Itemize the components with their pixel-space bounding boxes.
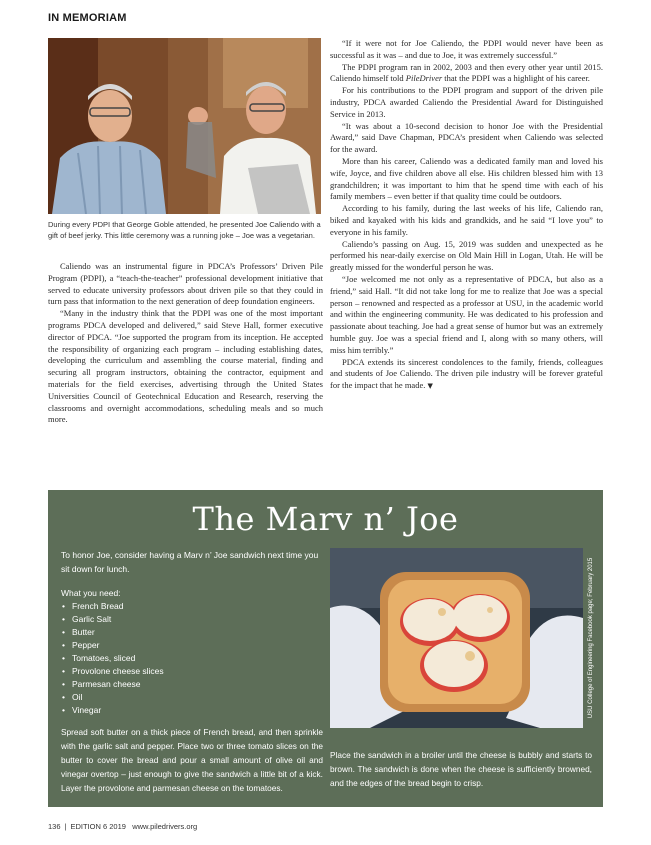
article-right-column (330, 38, 603, 393)
end-mark-icon: ▼ (427, 382, 433, 391)
article-paragraph: “Many in the industry think that the PDPI was one of the most important programs PDCA developed and delivered,” said Steve Hall, former executive director of PDCA. “Joe supported the program from its inception. He accepted the responsibility of organizing each program – including establishing dates, developing the curriculum and assembling the course material, finding and securing all program instructors, obtaining the contractor, equipment and materials for the field exercises, advertising through the United States Universities Council of Geotechnical Education and Research, reserving the classrooms and overnight accommodations, scheduling meals and so much more. (48, 308, 323, 425)
ingredient-list (61, 600, 164, 717)
magazine-name: PileDriver (405, 73, 443, 84)
recipe-final-step: Place the sandwich in a broiler until the cheese is bubbly and starts to brown. The sandwich is done when the cheese is sufficiently browned, and the edges of the bread begin to crisp. (330, 750, 592, 788)
page-number: 136 (48, 822, 61, 831)
footer-separator: | (64, 822, 67, 831)
article-paragraph: Caliendo was an instrumental figure in PDCA’s Professors’ Driven Pile Program (PDPI), a “teach-the-teacher” professional development initiative that served to educate university professors about driven pile so that they could in turn pass that information to the next generation of deep foundation engineers. (48, 261, 323, 307)
recipe-panel (48, 490, 603, 807)
article-paragraph: “Joe welcomed me not only as a representative of PDCA, but also as a friend,” said Hall. “It did not take long for me to realize that Joe was a special person – renowned and respected as a professor at USU, in the academic world and within the engineering community. He was dedicated to his profession and passionate about teaching. Joe had a great sense of humor but was an extremely humble guy. Joe was a special friend and I, along with so many others, will miss him terribly.” (330, 273, 603, 355)
ingredient-item: • Vinegar (61, 704, 164, 717)
recipe-intro: To honor Joe, consider having a Marv n’ Joe sandwich next time you sit down for lunch. (61, 550, 319, 574)
article-paragraph: Caliendo’s passing on Aug. 15, 2019 was sudden and unexpected as he performed his near-daily exercise on Old Main Hill in Logan, Utah. He will be greatly missed for the wonderful person he was. (330, 238, 603, 273)
article-text: that the PDPI was a highlight of his career. (442, 73, 590, 84)
article-text: The PDPI program ran in 2002, 2003 and then every other year until 2015. Caliendo himself told (330, 61, 603, 84)
ingredient-item: • Pepper (61, 639, 164, 652)
article-text: PDCA extends its sincerest condolences to the family, friends, colleagues and students of Joe Caliendo. The driven pile industry will be forever grateful for the impact that he made. (330, 356, 603, 391)
article-paragraph: “If it were not for Joe Caliendo, the PDPI would never have been as successful as it was – and due to Joe, it was extremely successful.” (330, 38, 603, 60)
article-paragraph (330, 62, 603, 86)
sandwich-photo (330, 548, 583, 728)
article-paragraph: For his contributions to the PDPI program and support of the driven pile industry, PDCA awarded Caliendo the Presidential Award for Distinguished Service in 2013. (330, 85, 603, 119)
section-label: IN MEMORIAM (48, 12, 127, 24)
ingredient-item: • Butter (61, 626, 164, 639)
photo-caption: During every PDPI that George Goble attended, he presented Joe Caliendo with a gift of beef jerky. This little ceremony was a running joke – Joe was a vegetarian. (48, 220, 321, 240)
ingredient-item: • Garlic Salt (61, 613, 164, 626)
ingredient-item: • Parmesan cheese (61, 678, 164, 691)
memorial-photo (48, 38, 321, 214)
photo-credit-text: USU College of Engineering Facebook page; February 2015 (588, 557, 594, 719)
article-left-column (48, 261, 323, 426)
ingredient-item: • Provolone cheese slices (61, 665, 164, 678)
edition-label: EDITION 6 2019 (70, 822, 126, 831)
ingredients-heading: What you need: (61, 588, 121, 598)
ingredient-item: • Tomatoes, sliced (61, 652, 164, 665)
article-paragraph: According to his family, during the last weeks of his life, Caliendo ran, biked and kayaked with his kids and grandkids, and he said “I love you” to everyone in his family. (330, 203, 603, 237)
article-paragraph (330, 357, 603, 393)
recipe-steps: Spread soft butter on a thick piece of French bread, and then sprinkle with the garlic salt and pepper. Place two or three tomato slices on the butter to cover the bread and pour a small amount of olive oil and vinegar overtop – just enough to give the sandwich a little bit of a kick. Layer the provolone and parmesan cheese on the tomatoes. (61, 727, 323, 793)
article-paragraph: More than his career, Caliendo was a dedicated family man and loved his wife, Joyce, and five children above all else. His children blessed him with 13 grandchildren; it was important to him that he spend time with each of his family members – even better if that quality time could be outdoors. (330, 155, 603, 202)
memorial-photo-illustration (48, 38, 321, 214)
website-link[interactable]: www.piledrivers.org (132, 822, 198, 831)
photo-credit (584, 548, 598, 728)
sandwich-photo-illustration (330, 548, 583, 728)
recipe-title: The Marv n’ Joe (192, 500, 459, 538)
article-paragraph: “It was about a 10-second decision to honor Joe with the Presidential Award,” said Dave Chapman, PDCA’s president when Caliendo was selected for the award. (330, 120, 603, 155)
page-footer (48, 822, 197, 831)
ingredient-item: • Oil (61, 691, 164, 704)
ingredient-item: • French Bread (61, 600, 164, 613)
